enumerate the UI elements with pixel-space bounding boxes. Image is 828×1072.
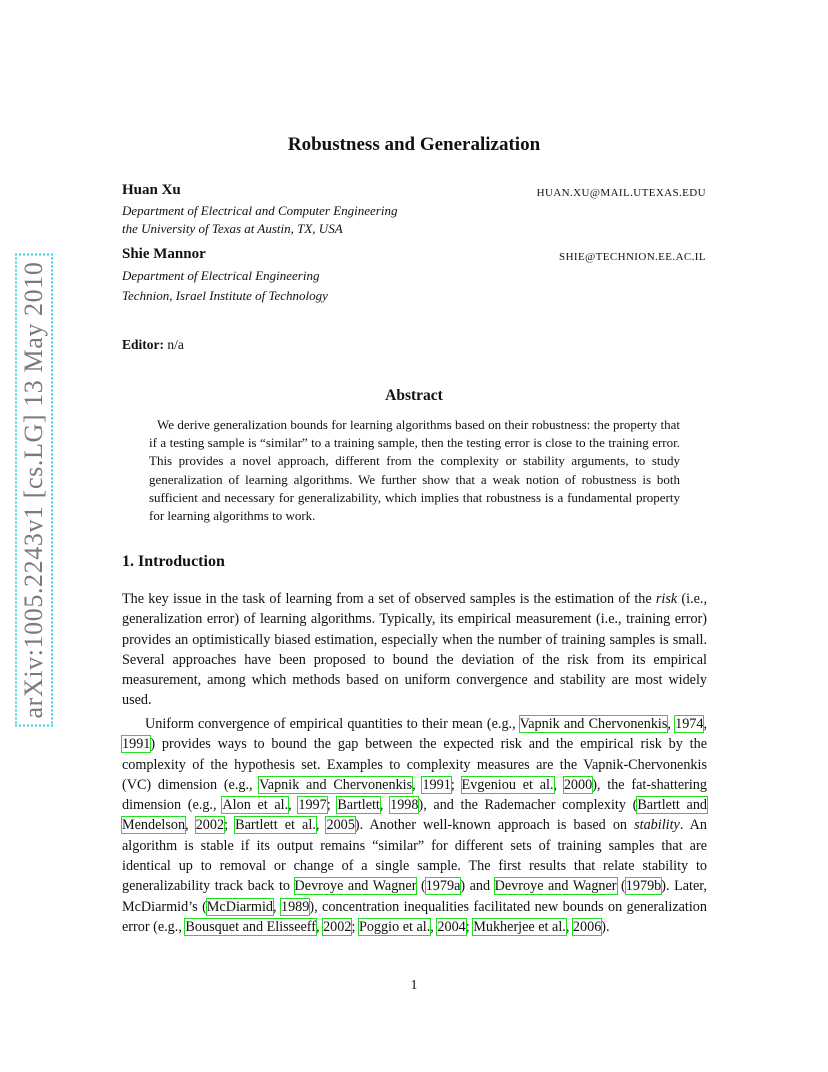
- text: (i.e., generalization error) of learning algorithms. Typically, its empirical measurement (i.e., training error) provides an optimistically biased estimation, especially when the number of training samples is small. Several approaches have been proposed to bound the deviation of the risk from its empirical measurement, among which methods based on uniform convergence and stability are most widely used.: [122, 591, 708, 709]
- author-affiliation: Department of Electrical Engineering: [122, 268, 320, 283]
- citation-link[interactable]: Poggio et al.: [358, 918, 431, 935]
- citation-link[interactable]: 1989: [280, 898, 310, 915]
- citation-link[interactable]: 2002: [323, 918, 352, 935]
- author-affiliation: the University of Texas at Austin, TX, USA: [122, 221, 343, 236]
- paper-title: Robustness and Generalization: [287, 134, 541, 155]
- citation-link[interactable]: 2005: [326, 817, 355, 834]
- citation-link[interactable]: Devroye and Wagner: [494, 878, 617, 895]
- editor-label: Editor:: [122, 337, 164, 352]
- citation-link[interactable]: 1979b: [625, 878, 662, 895]
- emphasis: stability: [634, 817, 680, 834]
- author-affiliation: Technion, Israel Institute of Technology: [122, 288, 328, 303]
- text: ;: [351, 918, 359, 935]
- text: ,: [273, 898, 281, 915]
- text: ,: [185, 817, 196, 834]
- author-name: Huan Xu: [122, 182, 181, 198]
- text: ,: [565, 918, 573, 935]
- text: ,: [315, 918, 324, 935]
- author-name: Shie Mannor: [122, 246, 206, 262]
- text: ,: [553, 776, 564, 793]
- text: (: [616, 878, 626, 895]
- citation-link[interactable]: 2002: [195, 817, 225, 834]
- citation-link[interactable]: 1991: [422, 776, 451, 793]
- author-email: SHIE@TECHNION.EE.AC.IL: [559, 251, 706, 263]
- page-number: 1: [410, 978, 418, 993]
- citation-link[interactable]: Alon et al.: [222, 797, 289, 814]
- citation-link[interactable]: 1998: [390, 797, 419, 814]
- citation-link[interactable]: Evgeniou et al.: [461, 776, 554, 793]
- emphasis: risk: [655, 591, 678, 607]
- section-heading: 1. Introduction: [122, 553, 225, 570]
- abstract-heading: Abstract: [385, 387, 443, 404]
- citation-link[interactable]: 2006: [572, 918, 602, 935]
- text: ,: [288, 797, 299, 814]
- citation-link[interactable]: Bartlett: [337, 797, 380, 814]
- text: ), the fat-shattering dimension (e.g.,: [122, 776, 707, 814]
- citation-link[interactable]: Vapnik and Chervonenkis: [259, 776, 413, 793]
- citation-link[interactable]: 1991: [122, 736, 151, 753]
- text: (: [416, 878, 426, 895]
- text: ,: [315, 817, 327, 834]
- citation-link[interactable]: 2004: [437, 918, 466, 935]
- intro-paragraph-2: [122, 714, 707, 937]
- text: ). Later, McDiarmid’s (: [122, 878, 707, 915]
- citation-link[interactable]: Bartlett and Mendelson: [122, 797, 708, 834]
- author-affiliation: Department of Electrical and Computer Engineering: [122, 203, 398, 218]
- text: ;: [224, 817, 236, 834]
- text: . An algorithm is stable if its output remains “similar” for different sets of training samples that are identical up to removal or change of a single sample. The first results that relate stability to generalizability track back to: [122, 817, 708, 895]
- text: ;: [326, 797, 338, 814]
- citation-link[interactable]: Bousquet and Elisseeff: [185, 918, 316, 935]
- text: ,: [379, 797, 391, 814]
- intro-paragraph-1: [122, 589, 707, 711]
- text: ) provides ways to bound the gap between the expected risk and the empirical risk by the complexity of the hypothesis set. Examples to complexity measures are the Vapnik-Chervonenkis (VC) dimension (e.g.,: [122, 736, 707, 793]
- text: ), concentration inequalities facilitated new bounds on generalization error (e.g.,: [122, 898, 707, 935]
- citation-link[interactable]: 2000: [563, 776, 593, 793]
- citation-link[interactable]: Mukherjee et al.: [473, 918, 566, 935]
- citation-link[interactable]: 1974: [675, 716, 704, 732]
- text: ;: [465, 918, 474, 935]
- text: ) and: [460, 878, 495, 895]
- citation-link[interactable]: McDiarmid: [206, 898, 273, 915]
- text: The key issue in the task of learning from a set of observed samples is the estimation of the: [122, 591, 656, 607]
- abstract-body: We derive generalization bounds for learning algorithms based on their robustness: the property that if a testing sample is “similar” to a training sample, then the testing error is close to the training error. This provides a novel approach, different from the complexity or stability arguments, to study generalization of learning algorithms. We further show that a weak notion of robustness is both sufficient and necessary for generalizability, which implies that robustness is a fundamental property for learning algorithms to work.: [149, 417, 680, 524]
- text: ,: [412, 776, 423, 793]
- arxiv-identifier[interactable]: arXiv:1005.2243v1 [cs.LG] 13 May 2010: [19, 258, 49, 723]
- editor-value: n/a: [167, 337, 184, 352]
- text: ,: [667, 716, 676, 732]
- text: ). Another well-known approach is based on: [354, 817, 635, 834]
- text: Uniform convergence of empirical quantities to their mean (e.g.,: [145, 716, 520, 732]
- citation-link[interactable]: Vapnik and Chervonenkis: [519, 716, 668, 732]
- text: ,: [703, 716, 708, 732]
- text: ).: [601, 918, 610, 935]
- citation-link[interactable]: Devroye and Wagner: [294, 878, 417, 895]
- citation-link[interactable]: Bartlett et al.: [235, 817, 316, 834]
- text: ), and the Rademacher complexity (: [418, 797, 638, 814]
- editor-line: [122, 337, 184, 353]
- text: ;: [450, 776, 462, 793]
- author-email: HUAN.XU@MAIL.UTEXAS.EDU: [536, 187, 706, 199]
- citation-link[interactable]: 1997: [298, 797, 327, 814]
- text: ,: [430, 918, 438, 935]
- citation-link[interactable]: 1979a: [425, 878, 461, 895]
